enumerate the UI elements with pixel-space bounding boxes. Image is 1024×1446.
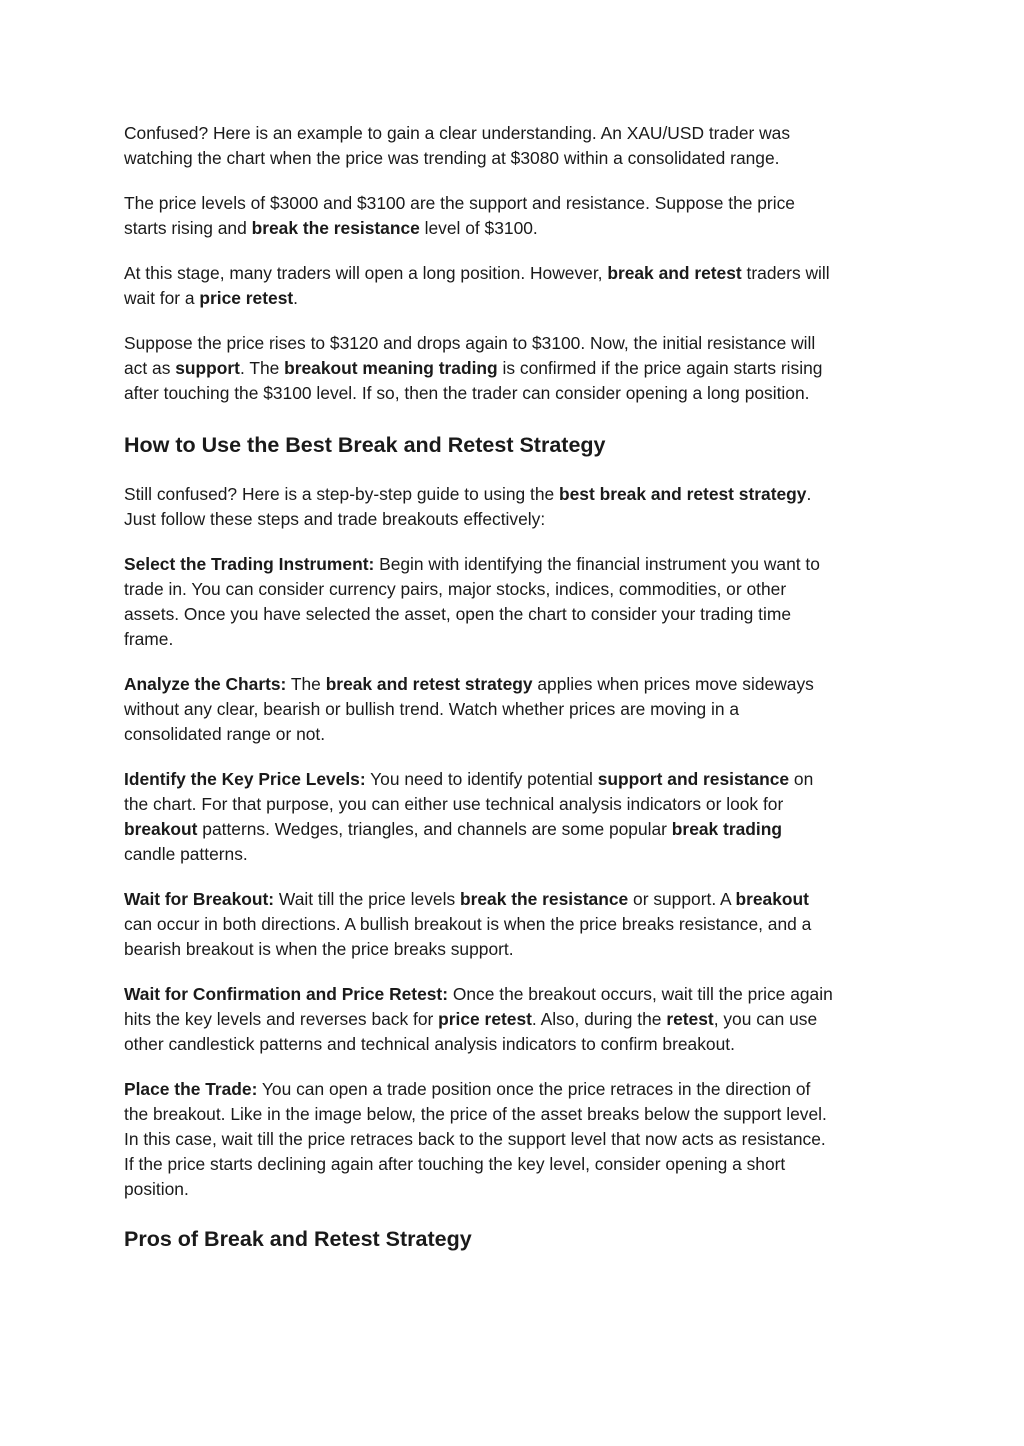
bold-term: break the resistance <box>251 218 420 238</box>
step-label: Wait for Confirmation and Price Retest: <box>124 984 449 1004</box>
paragraph-identify-levels <box>124 767 896 867</box>
paragraph-select-instrument <box>124 552 896 652</box>
text-line: breakout patterns. Wedges, triangles, and channels are some popular break trading <box>124 819 782 839</box>
bold-term: retest <box>666 1009 714 1029</box>
text-line: Wait for Breakout: Wait till the price levels break the resistance or support. A breakout <box>124 889 809 909</box>
text-line: position. <box>124 1179 189 1199</box>
text-line: the chart. For that purpose, you can either use technical analysis indicators or look for <box>124 794 784 814</box>
text-line: Wait for Confirmation and Price Retest: Once the breakout occurs, wait till the price again <box>124 984 833 1004</box>
paragraph-long-position <box>124 261 896 311</box>
text-line: wait for a price retest. <box>124 288 298 308</box>
text-line: starts rising and break the resistance level of $3100. <box>124 218 538 238</box>
text-line: The price levels of $3000 and $3100 are the support and resistance. Suppose the price <box>124 193 795 213</box>
section-heading-how-to-use: How to Use the Best Break and Retest Strategy <box>124 433 606 457</box>
text-line: Analyze the Charts: The break and retest strategy applies when prices move sideways <box>124 674 814 694</box>
text-line: Place the Trade: You can open a trade position once the price retraces in the direction of <box>124 1079 811 1099</box>
bold-term: price retest <box>438 1009 532 1029</box>
bold-term: support and resistance <box>597 769 790 789</box>
text-line: Select the Trading Instrument: Begin with identifying the financial instrument you want to <box>124 554 820 574</box>
text-line: Just follow these steps and trade breakouts effectively: <box>124 509 546 529</box>
paragraph-place-trade <box>124 1077 896 1202</box>
text-line: bearish breakout is when the price breaks support. <box>124 939 514 959</box>
bold-term: best break and retest strategy <box>559 484 807 504</box>
text-line: hits the key levels and reverses back for price retest. Also, during the retest, you can use <box>124 1009 818 1029</box>
section-heading-pros: Pros of Break and Retest Strategy <box>124 1227 472 1251</box>
step-label: Analyze the Charts: <box>124 674 287 694</box>
text-line: the breakout. Like in the image below, the price of the asset breaks below the support level. <box>124 1104 827 1124</box>
text-line: trade in. You can consider currency pairs, major stocks, indices, commodities, or other <box>124 579 787 599</box>
paragraph-step-intro <box>124 482 896 532</box>
step-label: Select the Trading Instrument: <box>124 554 375 574</box>
text-line: without any clear, bearish or bullish trend. Watch whether prices are moving in a <box>124 699 740 719</box>
text-line: At this stage, many traders will open a long position. However, break and retest traders will <box>124 263 830 283</box>
text-line: In this case, wait till the price retraces back to the support level that now acts as resistance. <box>124 1129 826 1149</box>
bold-term: breakout <box>124 819 198 839</box>
text-line: If the price starts declining again after touching the key level, consider opening a short <box>124 1154 786 1174</box>
text-line: frame. <box>124 629 174 649</box>
text-line: watching the chart when the price was trending at $3080 within a consolidated range. <box>124 148 780 168</box>
bold-term: break and retest <box>607 263 742 283</box>
text-line: can occur in both directions. A bullish breakout is when the price breaks resistance, and a <box>124 914 812 934</box>
document-page <box>124 121 896 1253</box>
bold-term: price retest <box>199 288 294 308</box>
text-line: after touching the $3100 level. If so, then the trader can consider opening a long position. <box>124 383 810 403</box>
step-label: Place the Trade: <box>124 1079 258 1099</box>
paragraph-wait-confirmation <box>124 982 896 1057</box>
text-line: Suppose the price rises to $3120 and drops again to $3100. Now, the initial resistance will <box>124 333 816 353</box>
text-line: other candlestick patterns and technical analysis indicators to confirm breakout. <box>124 1034 735 1054</box>
text-line: act as support. The breakout meaning trading is confirmed if the price again starts rising <box>124 358 823 378</box>
bold-term: breakout meaning trading <box>284 358 498 378</box>
bold-term: breakout <box>735 889 809 909</box>
text-line: Confused? Here is an example to gain a clear understanding. An XAU/USD trader was <box>124 123 791 143</box>
paragraph-wait-breakout <box>124 887 896 962</box>
paragraph-analyze-charts <box>124 672 896 747</box>
paragraph-price-rises <box>124 331 896 406</box>
paragraph-price-levels <box>124 191 896 241</box>
paragraph-xauusd-example <box>124 121 896 171</box>
bold-term: support <box>175 358 240 378</box>
text-line: consolidated range or not. <box>124 724 326 744</box>
bold-term: break the resistance <box>459 889 629 909</box>
text-line: candle patterns. <box>124 844 248 864</box>
text-line: assets. Once you have selected the asset, open the chart to consider your trading time <box>124 604 792 624</box>
step-label: Identify the Key Price Levels: <box>124 769 366 789</box>
text-line: Still confused? Here is a step-by-step guide to using the best break and retest strategy. <box>124 484 812 504</box>
bold-term: break trading <box>671 819 782 839</box>
text-line: Identify the Key Price Levels: You need to identify potential support and resistance on <box>124 769 814 789</box>
bold-term: break and retest strategy <box>325 674 533 694</box>
step-label: Wait for Breakout: <box>124 889 275 909</box>
